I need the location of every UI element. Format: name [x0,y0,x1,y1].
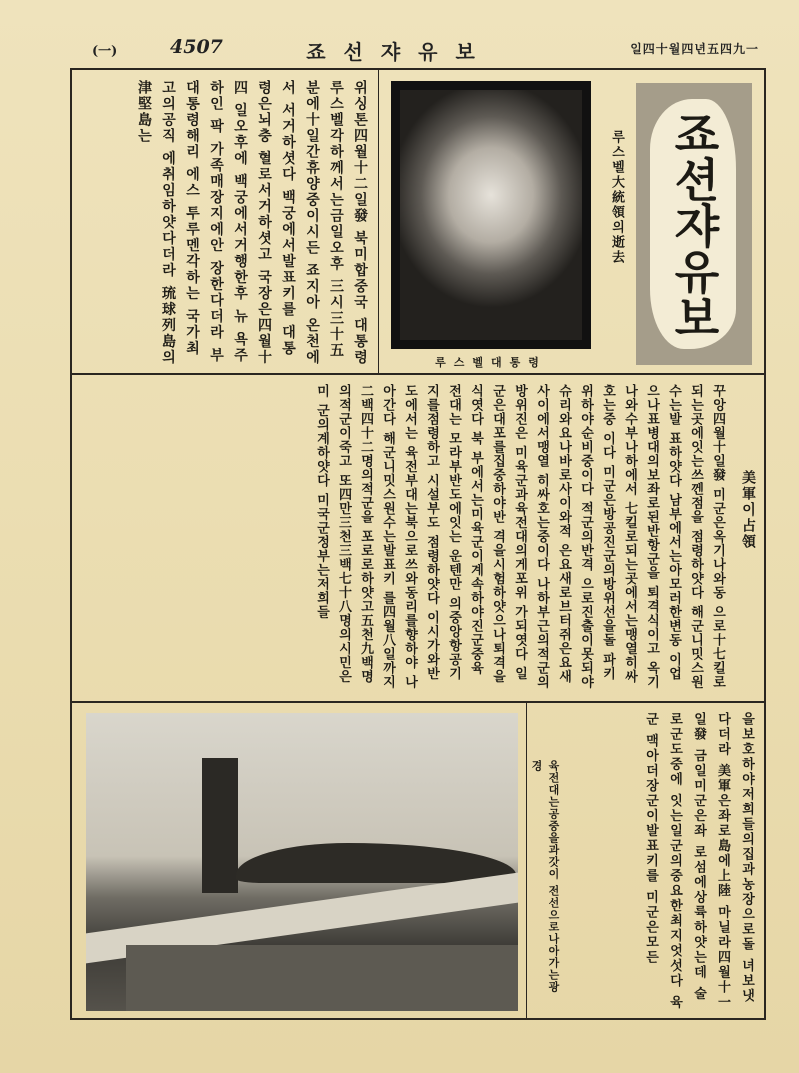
article-text: 또四만三천三백七十八명의시민은미 [314,384,351,684]
article-text: 이다 미군은방공진군의방위선을돌 [600,431,615,648]
issue-date: 일四十월四년五四九一 [630,42,759,56]
caption-text: 육전대는공중을과갓이 [547,760,560,880]
issue-number: 4507 [170,36,223,58]
article-text: 격을시험하얏으나퇴격을식엿다 북 [468,384,505,684]
article-text: 를四월八일까지二백四十二명의적군을 [358,384,395,690]
photo-treeline-shape [236,843,516,883]
article-text: 군의계하얏다 미국군정부는저희들 [314,403,329,620]
article-text: 美軍은좌로島에上陸 [715,763,730,899]
marines-advancing-photo [86,713,518,1011]
article-text: 나아간다 해군니밋스원수는발표키 [380,384,417,690]
article-text: 에취임하얏다더라 [160,150,176,279]
article-text: 三시三十五분에十일간휴양중이시든 [304,80,344,359]
lower-right-article [566,712,758,1012]
article-text: 장한다더라 부대통령해리 에스 [184,80,224,364]
article-text: 으로진출이못되야슈리와요나바로사이와적 [556,384,593,690]
divider-top [70,373,766,375]
portrait-image [400,90,582,340]
article-text: 일오후에 백궁에서거행한후 뉴 [232,102,248,325]
article-text: 七킬로되는곳에서는맹열히싸호는중 [600,384,637,684]
article-text: 표하얏다 남부에서는아모러한변동 [666,431,681,648]
portrait-caption: 루스벨대통령 [435,356,547,369]
article-text: 점령하얏다 이시가와반도에서는 [402,384,439,681]
article-text: 으로十七킬로되는곳에잇는쓰껜점을 [688,384,725,690]
article-text: 부에서는미육군이계속하야진군중육 [468,451,483,676]
article-text: 육전부대는북으로쓰와동리를향하야 [402,445,417,670]
article-text: 로섬에상륙하얏는데 술로군도중에 [667,712,706,1002]
article-text: 백궁에서발표키를 대통령은뇌충 [256,80,296,357]
middle-article [82,384,728,694]
divider-top-column [378,68,379,373]
article-text: 을보호하야저희들의집과농장으로돌 [739,712,754,952]
article-text: 혈로서거하셧고 국장은四월十四 [232,80,272,366]
article-text: 점령하얏다 해군니밋스원수는발 [666,384,703,690]
roosevelt-portrait [391,81,591,349]
photo-field-shape [126,945,518,1011]
photo-caption [528,760,562,1000]
article-text: 포로로하얏고五천九백명의적군이죽고 [336,384,373,684]
article-text: 위싱톤四월十二일發 북미합중국 [352,80,368,311]
article-text: 꾸앙四월十일發 미군은옥기나와동 [710,384,725,600]
roosevelt-headline: 루스벨大統領의逝去 [609,130,624,265]
photo-tower-shape [202,758,238,893]
article-text: 투루멘각하는 국가최고의공직 [160,80,200,357]
article-text: 히싸호는중이다 나하부근의적군의 [534,473,549,690]
masthead-box [636,83,752,365]
article-text: 죠지아 온천에서 서거하셧다 [280,80,320,366]
paper-name-header: 죠선쟈유보 [306,40,493,64]
article-text: 욕주 하인 팍 가족매장지에안 [208,80,248,364]
middle-article-heading: 美軍이占領 [740,470,756,550]
article-text: 방위진은 미육군과육전대의게포위 [512,384,527,600]
article-text: 琉球列島의津堅島는 [136,80,176,366]
article-text: 의중앙항공기지를점령하고 시설부도 [424,384,461,681]
caption-text: 전선으로나아가는광경 [530,760,560,993]
article-text: 파키위하야순비중이다 적군의반격 [578,384,615,681]
top-article [82,80,372,366]
article-text: 마닐라四월十一일發 금일미군은좌 [691,712,730,1011]
article-text: 전대는 모라부반도에잇는 운텐만 [446,384,461,592]
article-text: 가되엿다 일군은대포를집중하야반 [490,384,527,681]
article-text: 녀보냇다더라 [715,712,754,1004]
masthead-title: 죠션쟈유보 [667,110,721,340]
article-text: 대통령루스벨각하께서는금일오후 [328,80,368,366]
article-text: 이업으나표병대의보좌로된반항군을 [644,384,681,681]
article-text: 은요새로브터쥐은요새사이에서맹열 [534,384,571,684]
divider-bottom [70,701,766,703]
divider-photo-column [526,701,527,1020]
page-label: (一) [92,44,118,59]
article-text: 맥아더장군이발표키를 미군은모든 [643,733,658,966]
article-text: 퇴격식이고 옥기나와수부나하에서 [622,384,659,690]
article-text: 잇는일군의중요한최지엇섯다 육군 [643,712,682,1011]
